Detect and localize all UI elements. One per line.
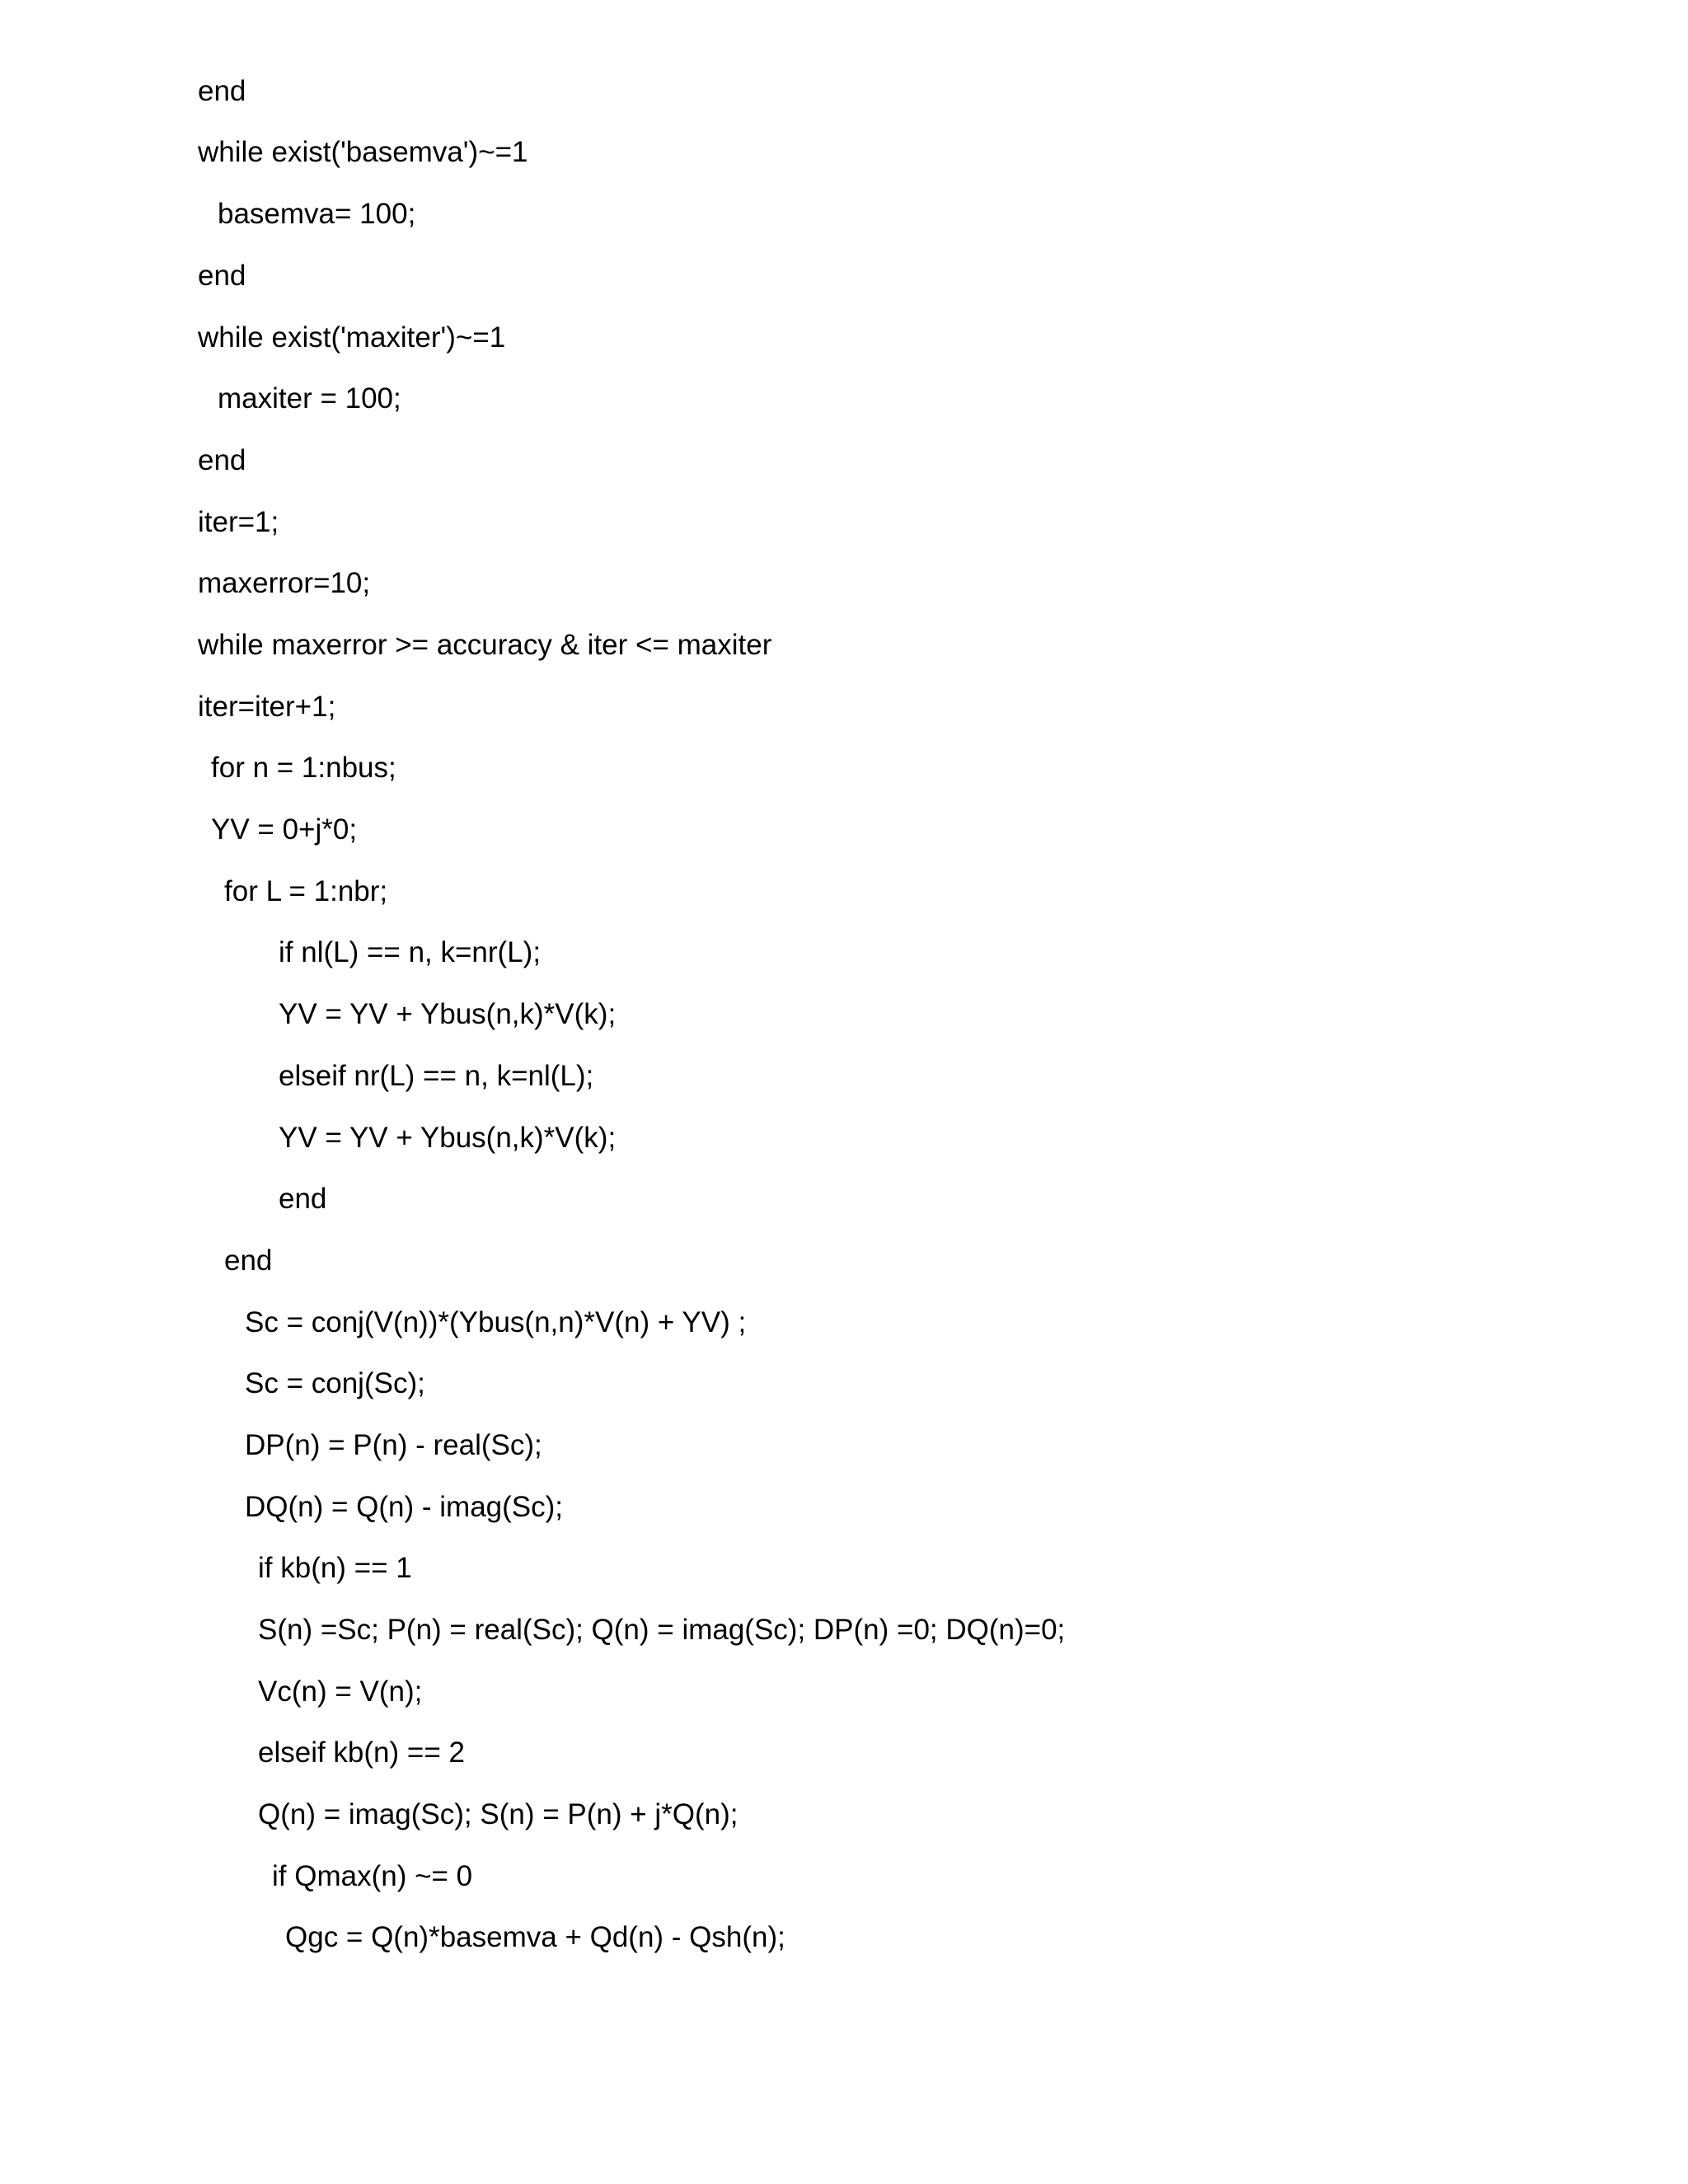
code-line-13: YV = 0+j*0;: [211, 813, 358, 846]
code-line-11: iter=iter+1;: [198, 691, 336, 723]
code-line-16: YV = YV + Ybus(n,k)*V(k);: [279, 998, 617, 1030]
code-line-23: DP(n) = P(n) - real(Sc);: [245, 1429, 542, 1461]
code-line-30: if Qmax(n) ~= 0: [272, 1860, 473, 1892]
code-line-19: end: [279, 1183, 327, 1215]
code-line-31: Qgc = Q(n)*basemva + Qd(n) - Qsh(n);: [285, 1921, 785, 1953]
code-line-21: Sc = conj(V(n))*(Ybus(n,n)*V(n) + YV) ;: [245, 1306, 747, 1338]
code-line-14: for L = 1:nbr;: [224, 875, 388, 907]
code-line-8: iter=1;: [198, 506, 279, 538]
code-line-4: end: [198, 260, 246, 292]
code-line-29: Q(n) = imag(Sc); S(n) = P(n) + j*Q(n);: [258, 1798, 738, 1830]
code-line-3: basemva= 100;: [218, 198, 416, 230]
code-line-28: elseif kb(n) == 2: [258, 1736, 465, 1769]
code-line-26: S(n) =Sc; P(n) = real(Sc); Q(n) = imag(Sc); DP(n) =0; DQ(n)=0;: [258, 1614, 1066, 1646]
code-line-6: maxiter = 100;: [218, 382, 401, 415]
code-line-1: end: [198, 75, 246, 107]
code-line-7: end: [198, 444, 246, 476]
code-line-24: DQ(n) = Q(n) - imag(Sc);: [245, 1491, 564, 1523]
code-line-17: elseif nr(L) == n, k=nl(L);: [279, 1060, 594, 1092]
code-line-18: YV = YV + Ybus(n,k)*V(k);: [279, 1122, 617, 1154]
code-line-15: if nl(L) == n, k=nr(L);: [279, 936, 542, 968]
code-line-22: Sc = conj(Sc);: [245, 1367, 425, 1399]
code-line-5: while exist('maxiter')~=1: [198, 321, 506, 354]
code-line-9: maxerror=10;: [198, 567, 371, 599]
code-line-27: Vc(n) = V(n);: [258, 1675, 423, 1708]
code-line-25: if kb(n) == 1: [258, 1552, 412, 1584]
code-line-2: while exist('basemva')~=1: [198, 136, 528, 168]
code-line-20: end: [224, 1244, 273, 1277]
code-line-12: for n = 1:nbus;: [211, 752, 396, 784]
code-line-10: while maxerror >= accuracy & iter <= maxiter: [198, 629, 772, 661]
